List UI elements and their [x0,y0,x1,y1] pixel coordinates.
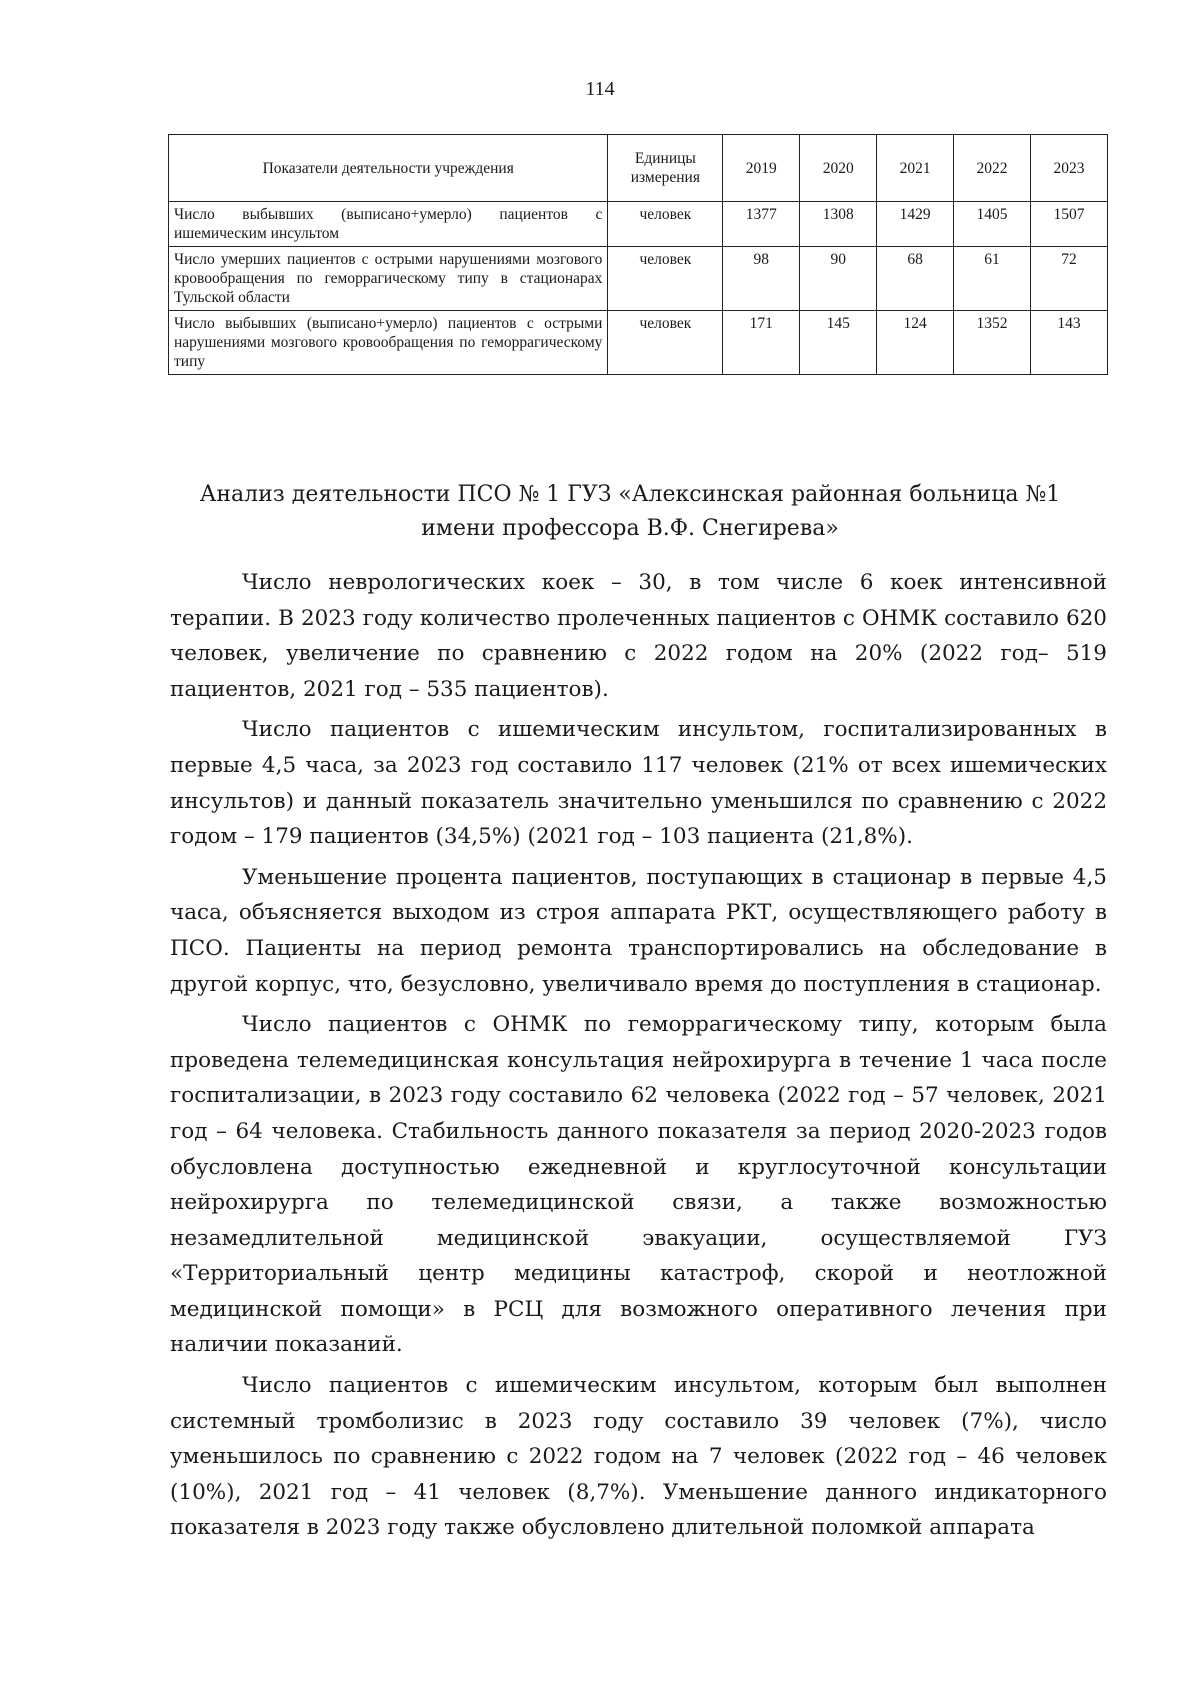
body-text [170,565,1107,1546]
row-value: 61 [954,247,1031,311]
row-value: 1405 [954,202,1031,247]
table-row [169,202,1108,247]
header-year: 2021 [877,135,954,202]
table-header-row [169,135,1108,202]
row-indicator: Число умерших пациентов с острыми нарушениями мозгового кровообращения по геморрагическому типу в стационарах Тульской области [169,247,608,311]
row-unit: человек [608,202,723,247]
header-unit: Единицы измерения [608,135,723,202]
paragraph: Число пациентов с ОНМК по геморрагическому типу, которым была проведена телемедицинская консультация нейрохирурга в течение 1 часа после госпитализации, в 2023 году составило 62 человека (2022 год – 57 человек, 2021 год – 64 человека. Стабильность данного показателя за период 2020-2023 годов обусловлена доступностью ежедневной и круглосуточной консультации нейрохирурга по телемедицинской связи, а также возможностью незамедлительной медицинской эвакуации, осуществляемой ГУЗ «Территориальный центр медицины катастроф, скорой и неотложной медицинской помощи» в РСЦ для возможного оперативного лечения при наличии показаний. [170,1012,1107,1358]
row-value: 1377 [723,202,800,247]
row-unit: человек [608,311,723,375]
header-indicator: Показатели деятельности учреждения [169,135,608,202]
header-year: 2019 [723,135,800,202]
paragraph: Число пациентов с ишемическим инсультом, которым был выполнен системный тромболизис в 2023 году составило 39 человек (7%), число уменьшилось по сравнению с 2022 годом на 7 человек (2022 год – 46 человек (10%), 2021 год – 41 человек (8,7%). Уменьшение данного индикаторного показателя в 2023 году также обусловлено длительной поломкой аппарата [170,1373,1107,1541]
row-value: 90 [800,247,877,311]
table-row [169,311,1108,375]
header-year: 2020 [800,135,877,202]
section-heading-line: имени профессора В.Ф. Снегирева» [421,516,839,541]
row-value: 68 [877,247,954,311]
paragraph: Число неврологических коек – 30, в том числе 6 коек интенсивной терапии. В 2023 году количество пролеченных пациентов с ОНМК составило 620 человек, увеличение по сравнению с 2022 годом на 20% (2022 год– 519 пациентов, 2021 год – 535 пациентов). [170,570,1107,702]
row-value: 124 [877,311,954,375]
row-value: 143 [1031,311,1108,375]
row-value: 1308 [800,202,877,247]
row-value: 171 [723,311,800,375]
row-value: 1507 [1031,202,1108,247]
row-value: 145 [800,311,877,375]
row-value: 98 [723,247,800,311]
header-year: 2022 [954,135,1031,202]
section-heading-line: Анализ деятельности ПСО № 1 ГУЗ «Алексинская районная больница №1 [199,482,1061,507]
row-value: 1429 [877,202,954,247]
section-heading [150,478,1110,546]
row-unit: человек [608,247,723,311]
page-number: 114 [585,78,615,100]
row-value: 1352 [954,311,1031,375]
row-value: 72 [1031,247,1108,311]
table-row [169,247,1108,311]
row-indicator: Число выбывших (выписано+умерло) пациентов с острыми нарушениями мозгового кровообращения по геморрагическому типу [169,311,608,375]
row-indicator: Число выбывших (выписано+умерло) пациентов с ишемическим инсультом [169,202,608,247]
header-year: 2023 [1031,135,1108,202]
paragraph: Уменьшение процента пациентов, поступающих в стационар в первые 4,5 часа, объясняется выходом из строя аппарата РКТ, осуществляющего работу в ПСО. Пациенты на период ремонта транспортировались на обследование в другой корпус, что, безусловно, увеличивало время до поступления в стационар. [170,864,1107,997]
paragraph: Число пациентов с ишемическим инсультом, госпитализированных в первые 4,5 часа, за 2023 год составило 117 человек (21% от всех ишемических инсультов) и данный показатель значительно уменьшился по сравнению с 2022 годом – 179 пациентов (34,5%) (2021 год – 103 пациента (21,8%). [170,717,1107,850]
statistics-table [168,134,1108,375]
